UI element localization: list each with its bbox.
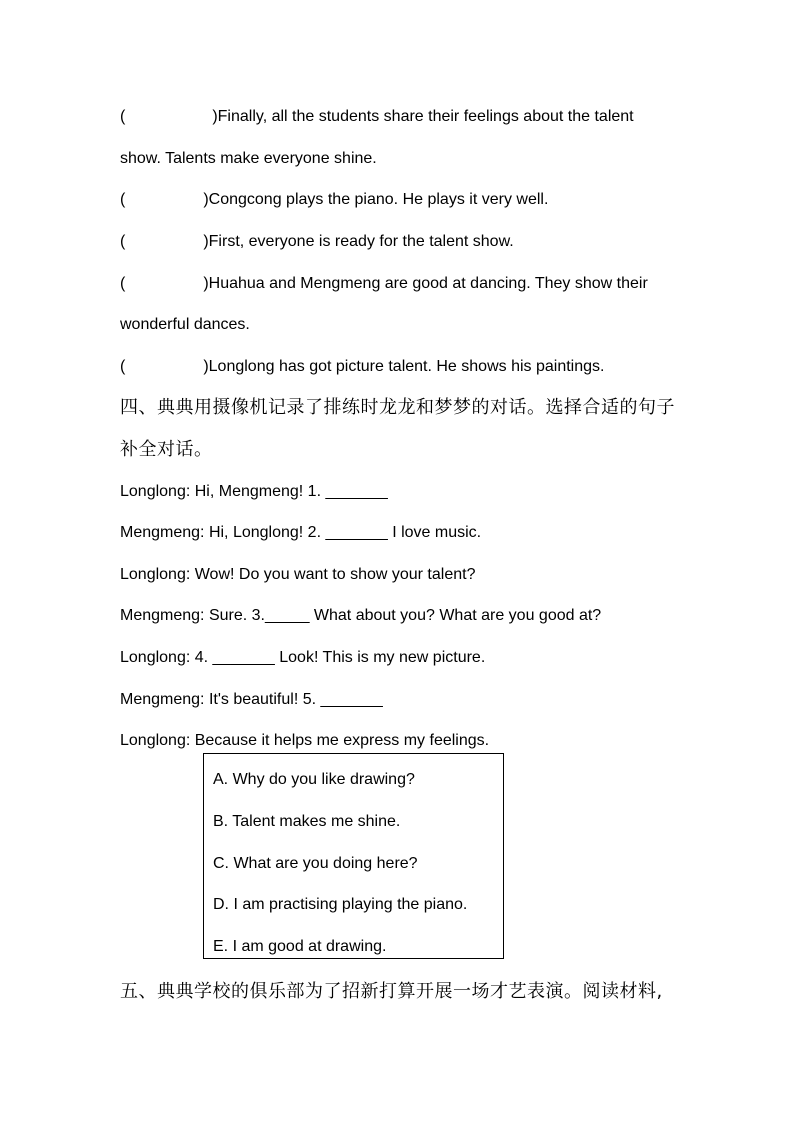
ordering-item-text: )Longlong has got picture talent. He shows his paintings. — [203, 358, 605, 375]
option-c: C. What are you doing here? — [213, 855, 418, 872]
ordering-item-2 — [120, 190, 548, 210]
dialogue-line-3: Longlong: Wow! Do you want to show your talent? — [120, 566, 476, 583]
section-4-heading-continued: 补全对话。 — [120, 439, 213, 460]
answer-paren: ( — [120, 233, 126, 250]
ordering-item-3 — [120, 232, 514, 252]
dialogue-line-1: Longlong: Hi, Mengmeng! 1. _______ — [120, 483, 388, 500]
ordering-item-text: )Congcong plays the piano. He plays it very well. — [203, 191, 549, 208]
option-b: B. Talent makes me shine. — [213, 813, 401, 830]
dialogue-line-7: Longlong: Because it helps me express my feelings. — [120, 732, 490, 749]
section-5-heading: 五、典典学校的俱乐部为了招新打算开展一场才艺表演。阅读材料, — [120, 981, 663, 1002]
section-4-heading: 四、典典用摄像机记录了排练时龙龙和梦梦的对话。选择合适的句子 — [120, 397, 675, 418]
ordering-item-text: )Finally, all the students share their feelings about the talent — [212, 108, 634, 125]
option-e: E. I am good at drawing. — [213, 938, 387, 955]
ordering-item-text: show. Talents make everyone shine. — [120, 150, 377, 167]
dialogue-line-6: Mengmeng: It's beautiful! 5. _______ — [120, 691, 383, 708]
dialogue-line-2: Mengmeng: Hi, Longlong! 2. _______ I love music. — [120, 524, 482, 541]
ordering-item-4-continued — [120, 315, 250, 335]
dialogue-line-4: Mengmeng: Sure. 3._____ What about you? What are you good at? — [120, 607, 602, 624]
answer-paren: ( — [120, 358, 126, 375]
ordering-item-5 — [120, 357, 604, 377]
ordering-item-4 — [120, 274, 648, 294]
ordering-item-1 — [120, 107, 634, 127]
ordering-item-text: )First, everyone is ready for the talent show. — [203, 233, 514, 250]
ordering-item-1-continued — [120, 149, 377, 169]
ordering-item-text: )Huahua and Mengmeng are good at dancing. They show their — [203, 275, 648, 292]
answer-paren: ( — [120, 191, 126, 208]
option-a: A. Why do you like drawing? — [213, 771, 415, 788]
option-d: D. I am practising playing the piano. — [213, 896, 468, 913]
answer-paren: ( — [120, 108, 126, 125]
dialogue-line-5: Longlong: 4. _______ Look! This is my new picture. — [120, 649, 486, 666]
options-box — [203, 753, 504, 959]
ordering-item-text: wonderful dances. — [120, 316, 250, 333]
answer-paren: ( — [120, 275, 126, 292]
